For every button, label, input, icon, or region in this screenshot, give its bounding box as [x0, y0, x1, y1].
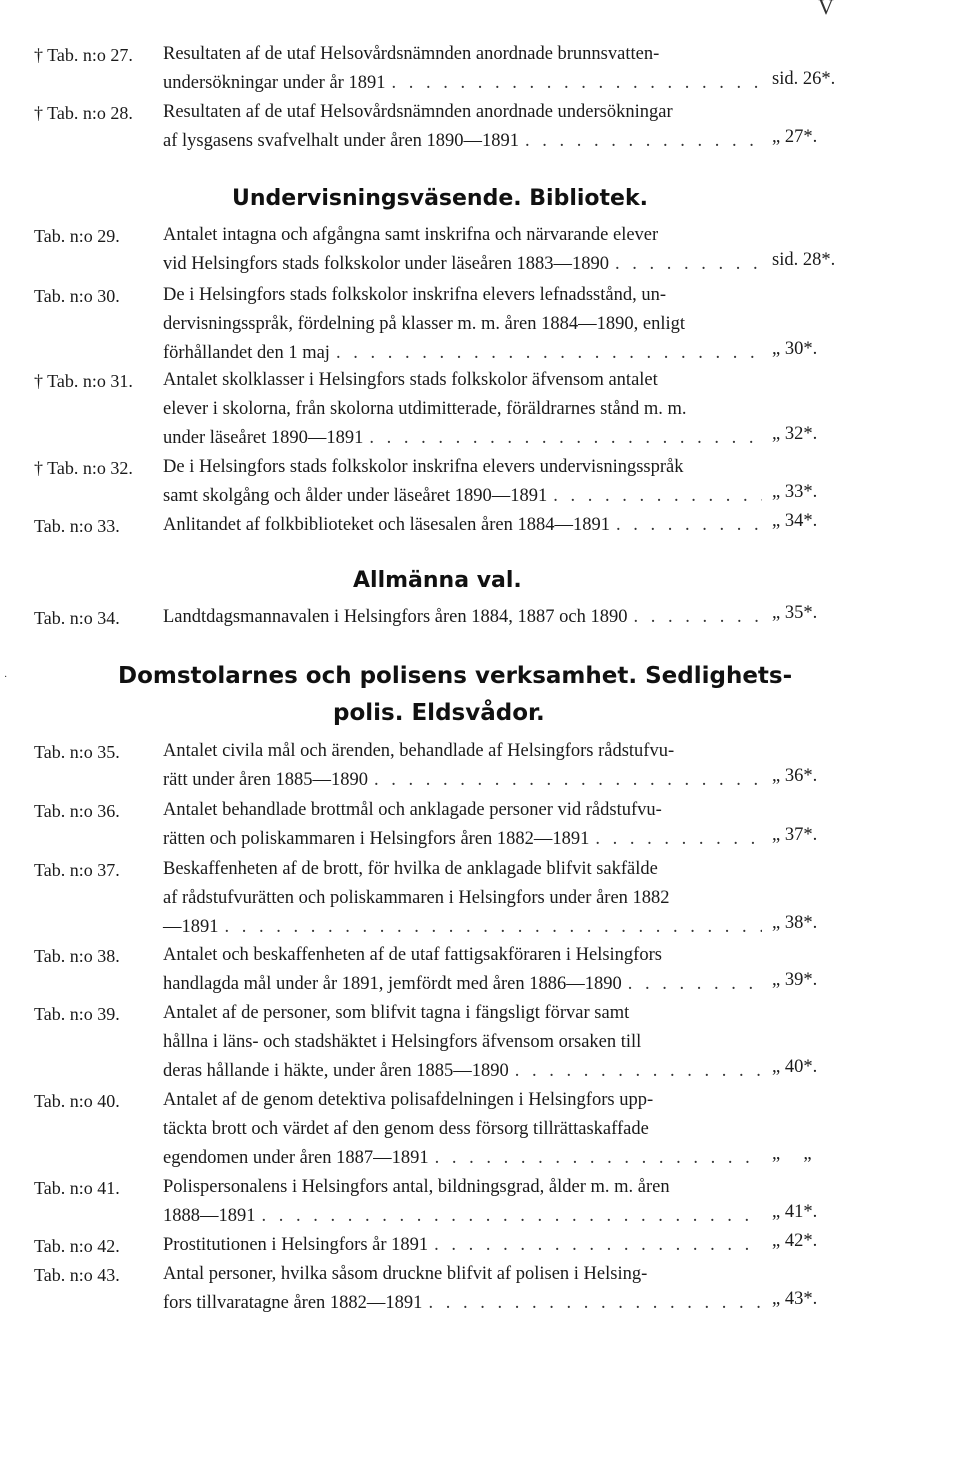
entry-last-line: [163, 339, 768, 368]
entry-line: Antal personer, hvilka såsom druckne blifvit af polisen i Helsing-: [163, 1264, 648, 1284]
entry-tab-label: Tab. n:o 40.: [34, 1091, 120, 1111]
entry-tab-label: Tab. n:o 34.: [34, 608, 120, 628]
entry-description: [163, 999, 768, 1087]
entry-tab-label: Tab. n:o 42.: [34, 1236, 120, 1256]
entry-line: täckta brott och värdet af den genom dess försorg tillrättaskaffade: [163, 1119, 649, 1140]
margin-mark: ·: [4, 672, 8, 683]
section-heading: Allmänna val.: [353, 568, 522, 593]
entry-line: Landtdagsmannavalen i Helsingfors åren 1884, 1887 och 1890: [163, 607, 628, 627]
entry-last-line: [163, 511, 768, 540]
entry-description: [163, 796, 768, 854]
entry-tab-label: Tab. n:o 36.: [34, 801, 120, 821]
entry-tab-label: † Tab. n:o 31.: [34, 371, 133, 391]
entry-tab-label: Tab. n:o 41.: [34, 1178, 120, 1198]
entry-tab-label: Tab. n:o 43.: [34, 1265, 120, 1285]
entry-line: Antalet civila mål och ärenden, behandlade af Helsingfors rådstufvu-: [163, 741, 675, 761]
page-reference: [772, 1144, 812, 1165]
ref-prefix: „: [772, 913, 781, 933]
entry-last-line: [163, 913, 768, 942]
entry-line: Antalet behandlade brottmål och anklagade personer vid rådstufvu-: [163, 800, 662, 820]
page-reference: [772, 970, 817, 991]
dot-leader: [633, 603, 762, 632]
entry-line: Antalet intagna och afgångna samt inskrifna och närvarande elever: [163, 225, 659, 245]
page-reference: [772, 766, 817, 787]
entry-line: egendomen under åren 1887—1891: [163, 1148, 429, 1169]
ref-page: 32*.: [784, 424, 818, 444]
dot-leader: [616, 511, 762, 540]
dot-leader: [262, 1202, 763, 1231]
ref-prefix: „: [772, 1289, 781, 1309]
entry-last-line: [163, 482, 768, 511]
entry-line: De i Helsingfors stads folkskolor inskrifna elevers lefnadsstånd, un-: [163, 285, 666, 305]
entry-description: [163, 98, 768, 156]
entry-line: Prostitutionen i Helsingfors år 1891: [163, 1235, 429, 1255]
entry-description: [163, 737, 768, 795]
entry-tab-label: Tab. n:o 37.: [34, 860, 120, 880]
entry-description: [163, 855, 768, 943]
entry-tab-label: Tab. n:o 38.: [34, 946, 120, 966]
dot-leader: [595, 825, 762, 854]
entry-line: deras hållande i häkte, under åren 1885—1890: [163, 1061, 509, 1082]
ref-prefix: „: [772, 1202, 781, 1222]
ref-prefix: sid.: [772, 69, 799, 89]
entry-description: [163, 366, 768, 454]
dot-leader: [336, 339, 762, 368]
ref-page: 35*.: [784, 603, 818, 623]
entry-tab-label: Tab. n:o 35.: [34, 742, 120, 762]
page-reference: [772, 603, 817, 624]
ref-prefix: „: [772, 1144, 781, 1164]
entry-tab-label: † Tab. n:o 28.: [34, 103, 133, 123]
page-reference: [772, 339, 817, 360]
entry-last-line: [163, 825, 768, 854]
dot-leader: [391, 69, 762, 98]
entry-description: [163, 221, 768, 279]
entry-line: Antalet skolklasser i Helsingfors stads folkskolor äfvensom antalet: [163, 370, 658, 390]
entry-tab-label: Tab. n:o 39.: [34, 1004, 120, 1024]
ref-page: 37*.: [784, 825, 818, 845]
dot-leader: [225, 913, 763, 942]
entry-last-line: [163, 424, 768, 453]
page-reference: [772, 482, 817, 503]
ref-page: 43*.: [784, 1289, 818, 1309]
entry-line: förhållandet den 1 maj: [163, 343, 330, 364]
ref-prefix: „: [772, 127, 781, 147]
ref-prefix: „: [772, 339, 781, 359]
entry-description: [163, 281, 768, 369]
entry-line: Anlitandet af folkbiblioteket och läsesalen åren 1884—1891: [163, 515, 610, 535]
entry-tab-label: † Tab. n:o 32.: [34, 458, 133, 478]
page-reference: [772, 1289, 817, 1310]
entry-line: under läseåret 1890—1891: [163, 428, 364, 449]
entry-line: undersökningar under år 1891: [163, 73, 386, 94]
ref-page: 33*.: [784, 482, 818, 502]
ref-prefix: „: [772, 424, 781, 444]
page-reference: [772, 913, 817, 934]
entry-description: [163, 1086, 768, 1174]
ref-page: 36*.: [784, 766, 818, 786]
entry-line: af lysgasens svafvelhalt under åren 1890—1891: [163, 131, 520, 152]
entry-line: Antalet och beskaffenheten af de utaf fattigsakföraren i Helsingfors: [163, 945, 662, 965]
page-reference: [772, 424, 817, 445]
ref-page: 27*.: [784, 127, 818, 147]
page-reference: [772, 511, 817, 532]
entry-line: Antalet af de genom detektiva polisafdelningen i Helsingfors upp-: [163, 1090, 654, 1110]
entry-last-line: [163, 69, 768, 98]
entry-line: fors tillvaratagne åren 1882—1891: [163, 1293, 423, 1314]
ref-prefix: „: [772, 1231, 781, 1251]
entry-tab-label: Tab. n:o 33.: [34, 516, 120, 536]
page-reference: [772, 69, 835, 90]
entry-description: [163, 511, 768, 540]
ref-page: 30*.: [784, 339, 818, 359]
entry-description: [163, 603, 768, 632]
entry-line: vid Helsingfors stads folkskolor under läseåren 1883—1890: [163, 254, 609, 275]
page-reference: [772, 825, 817, 846]
entry-description: [163, 1173, 768, 1231]
ref-page: 41*.: [784, 1202, 818, 1222]
page-reference: [772, 1057, 817, 1078]
dot-leader: [628, 970, 762, 999]
section-heading-continued: polis. Eldsvådor.: [333, 700, 545, 726]
page-reference: [772, 127, 817, 148]
entry-line: handlagda mål under år 1891, jemfördt med åren 1886—1890: [163, 974, 622, 995]
entry-last-line: [163, 1057, 768, 1086]
ref-prefix: „: [772, 970, 781, 990]
entry-line: Resultaten af de utaf Helsovårdsnämnden anordnade undersökningar: [163, 102, 673, 122]
dot-leader: [434, 1231, 762, 1260]
ref-page: 28*.: [802, 250, 836, 270]
ref-page: „: [803, 1144, 812, 1164]
entry-line: 1888—1891: [163, 1206, 256, 1227]
entry-tab-label: † Tab. n:o 27.: [34, 45, 133, 65]
ref-prefix: „: [772, 511, 781, 531]
entry-description: [163, 453, 768, 511]
entry-line: Beskaffenheten af de brott, för hvilka de anklagade blifvit sakfälde: [163, 859, 658, 879]
dot-leader: [428, 1289, 762, 1318]
ref-prefix: „: [772, 603, 781, 623]
entry-line: dervisningsspråk, fördelning på klasser m. m. åren 1884—1890, enligt: [163, 314, 686, 335]
entry-description: [163, 40, 768, 98]
page-reference: [772, 250, 835, 271]
entry-description: [163, 1260, 768, 1318]
entry-line: Antalet af de personer, som blifvit tagna i fängsligt förvar samt: [163, 1003, 630, 1023]
entry-description: [163, 941, 768, 999]
dot-leader: [374, 766, 762, 795]
dot-leader: [525, 127, 762, 156]
ref-page: 42*.: [784, 1231, 818, 1251]
page-reference: [772, 1231, 817, 1252]
ref-page: 40*.: [784, 1057, 818, 1077]
entry-last-line: [163, 250, 768, 279]
ref-prefix: „: [772, 766, 781, 786]
ref-prefix: „: [772, 1057, 781, 1077]
page-number: V: [818, 0, 834, 19]
entry-line: Resultaten af de utaf Helsovårdsnämnden anordnade brunnsvatten-: [163, 44, 660, 64]
section-heading: Domstolarnes och polisens verksamhet. Sedlighets-: [118, 663, 793, 689]
entry-description: [163, 1231, 768, 1260]
section-heading: Undervisningsväsende. Bibliotek.: [232, 186, 648, 211]
dot-leader: [553, 482, 762, 511]
entry-line: Polispersonalens i Helsingfors antal, bildningsgrad, ålder m. m. åren: [163, 1177, 670, 1197]
entry-last-line: [163, 766, 768, 795]
dot-leader: [515, 1057, 762, 1086]
page-reference: [772, 1202, 817, 1223]
entry-line: hållna i läns- och stadshäktet i Helsingfors äfvensom orsaken till: [163, 1032, 642, 1053]
entry-line: af rådstufvurätten och poliskammaren i Helsingfors under åren 1882: [163, 888, 670, 909]
entry-line: rätt under åren 1885—1890: [163, 770, 368, 791]
entry-last-line: [163, 1289, 768, 1318]
entry-line: elever i skolorna, från skolorna utdimitterade, föräldrarnes stånd m. m.: [163, 399, 687, 420]
ref-page: 34*.: [784, 511, 818, 531]
entry-line: rätten och poliskammaren i Helsingfors åren 1882—1891: [163, 829, 590, 850]
entry-line: —1891: [163, 917, 219, 938]
entry-line: samt skolgång och ålder under läseåret 1890—1891: [163, 486, 548, 507]
entry-last-line: [163, 1144, 768, 1173]
entry-last-line: [163, 603, 768, 632]
ref-page: 38*.: [784, 913, 818, 933]
entry-last-line: [163, 1202, 768, 1231]
entry-last-line: [163, 127, 768, 156]
ref-prefix: sid.: [772, 250, 799, 270]
ref-page: 39*.: [784, 970, 818, 990]
ref-prefix: „: [772, 482, 781, 502]
dot-leader: [435, 1144, 762, 1173]
ref-page: 26*.: [802, 69, 836, 89]
dot-leader: [369, 424, 762, 453]
dot-leader: [615, 250, 762, 279]
entry-tab-label: Tab. n:o 30.: [34, 286, 120, 306]
entry-tab-label: Tab. n:o 29.: [34, 226, 120, 246]
ref-prefix: „: [772, 825, 781, 845]
entry-last-line: [163, 1231, 768, 1260]
entry-last-line: [163, 970, 768, 999]
entry-line: De i Helsingfors stads folkskolor inskrifna elevers undervisningsspråk: [163, 457, 684, 477]
